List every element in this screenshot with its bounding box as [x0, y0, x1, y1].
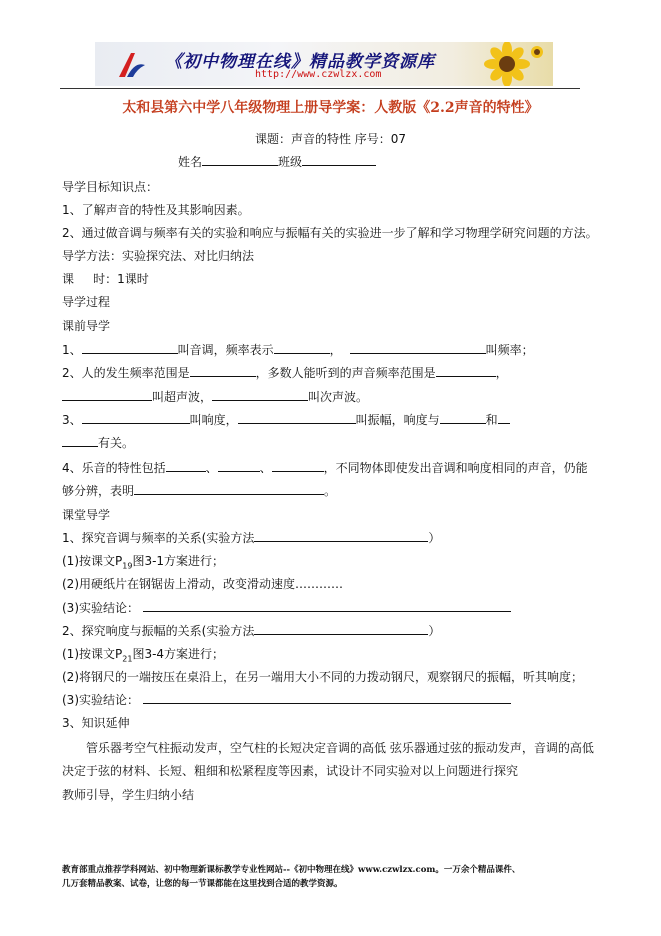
hours-line: [62, 271, 149, 287]
exp1-step1-rest: 图3-1方案进行；: [132, 554, 225, 568]
footer-line-1: 教育部重点推荐学科网站、初中物理新课标教学专业性网站--《初中物理在线》www.czwlzx.com。一万余个精品课件、: [62, 865, 521, 875]
extension-para-1: 管乐器考空气柱振动发声，空气柱的长短决定音调的高低 弦乐器通过弦的振动发声，音调的高低: [86, 741, 594, 755]
q4-part-c: 、: [259, 461, 272, 475]
q3-blank-4[interactable]: [498, 412, 510, 424]
question-3: [62, 412, 510, 428]
experiment-2-step-2: (2)将钢尺的一端按压在桌沿上，在另一端用大小不同的力拨动钢尺，观察钢尺的振幅，听其响度；: [62, 670, 584, 684]
exp1-page-number: 19: [122, 561, 133, 571]
q2-blank-1[interactable]: [190, 365, 256, 377]
exp1-title-text: 1、探究音调与频率的关系(实验方法: [62, 531, 255, 545]
extension-para-2: 决定于弦的材料、长短、粗细和松紧程度等因素，试设计不同实验对以上问题进行探究: [62, 764, 519, 778]
q2-part-c: ，: [495, 366, 508, 380]
q1-part-a: 1、: [62, 343, 82, 357]
exp1-title-close: ）: [428, 531, 441, 545]
q1-part-d: 叫频率；: [485, 343, 534, 357]
q2-part-d: 叫超声波，: [152, 390, 213, 404]
class-label: 班级: [278, 155, 303, 169]
q3-part-e: 有关。: [98, 436, 135, 450]
q4-part-e: 够分辨，表明: [62, 484, 135, 498]
exp2-title-close: ）: [428, 624, 441, 638]
q2-blank-4[interactable]: [212, 389, 308, 401]
banner-title: 《初中物理在线》精品教学资源库: [165, 52, 435, 72]
q3-part-c: 叫振幅，响度与: [355, 413, 440, 427]
header-banner: [95, 42, 553, 86]
experiment-2-step-3: [62, 692, 511, 708]
exp2-method-blank[interactable]: [254, 623, 428, 635]
class-blank[interactable]: [302, 154, 376, 166]
q2-part-a: 2、人的发生频率范围是: [62, 366, 190, 380]
hours-label: 课 时：: [62, 272, 118, 286]
experiment-2-step-1: [62, 646, 224, 667]
topic-line: 课题：声音的特性 序号：07: [254, 132, 407, 146]
q1-blank-2[interactable]: [274, 342, 330, 354]
extension-heading: 3、知识延伸: [62, 716, 130, 730]
method-line: 导学方法：实验探究法、对比归纳法: [62, 249, 255, 263]
header-divider: [60, 88, 580, 89]
q3-blank-1[interactable]: [82, 412, 190, 424]
in-class-heading: 课堂导学: [62, 508, 111, 522]
q3-part-b: 叫响度，: [189, 413, 238, 427]
question-4-cont: [62, 483, 336, 499]
experiment-1-title: [62, 530, 440, 546]
question-1: [62, 342, 534, 358]
experiment-1-step-3: [62, 600, 511, 616]
experiment-1-step-1: [62, 553, 224, 574]
exp2-conclusion-label: (3)实验结论：: [62, 693, 139, 707]
process-heading: 导学过程: [62, 295, 111, 309]
sunflower-icon: [477, 42, 547, 86]
q3-blank-5[interactable]: [62, 435, 98, 447]
goal-1: 1、了解声音的特性及其影响因素。: [62, 203, 250, 217]
exp1-method-blank[interactable]: [254, 530, 428, 542]
q4-part-b: 、: [205, 461, 218, 475]
exp1-conclusion-label: (3)实验结论：: [62, 601, 139, 615]
q4-blank-2[interactable]: [218, 460, 260, 472]
question-4: [62, 460, 588, 476]
q1-part-b: 叫音调，频率表示: [177, 343, 274, 357]
exp2-conclusion-blank[interactable]: [143, 692, 511, 704]
hours-value: 1课时: [117, 272, 149, 286]
q2-blank-2[interactable]: [436, 365, 496, 377]
name-class-line: [178, 154, 376, 170]
question-2-cont: [62, 389, 368, 405]
question-3-cont: [62, 435, 134, 451]
q4-part-d: ，不同物体即使发出音调和响度相同的声音，仍能: [323, 461, 588, 475]
goal-2: 2、通过做音调与频率有关的实验和响应与振幅有关的实验进一步了解和学习物理学研究问题的方法。: [62, 226, 598, 240]
extension-para-3: 教师引导，学生归纳小结: [62, 788, 195, 802]
exp2-step1-text: (1)按课文P: [62, 647, 123, 661]
q1-part-c: ，: [329, 343, 342, 357]
experiment-1-step-2: (2)用硬纸片在钢锯齿上滑动，改变滑动速度…………: [62, 577, 343, 591]
document-title: 太和县第六中学八年级物理上册导学案：人教版《2.2声音的特性》: [122, 100, 539, 116]
exp2-page-number: 21: [122, 654, 133, 664]
exp1-step1-text: (1)按课文P: [62, 554, 123, 568]
experiment-2-title: [62, 623, 440, 639]
exp2-title-text: 2、探究响度与振幅的关系(实验方法: [62, 624, 255, 638]
name-label: 姓名: [178, 155, 203, 169]
site-logo-icon: [117, 51, 147, 79]
footer-line-2: 几万套精品教案、试卷，让您的每一节课都能在这里找到合适的教学资源。: [62, 879, 343, 889]
q3-part-a: 3、: [62, 413, 82, 427]
q4-part-a: 4、乐音的特性包括: [62, 461, 166, 475]
question-2: [62, 365, 508, 381]
q2-part-b: ，多数人能听到的声音频率范围是: [255, 366, 436, 380]
q4-part-f: 。: [324, 484, 337, 498]
q4-blank-1[interactable]: [166, 460, 206, 472]
exp1-conclusion-blank[interactable]: [143, 600, 511, 612]
goals-heading: 导学目标知识点：: [62, 180, 159, 194]
q3-blank-3[interactable]: [440, 412, 486, 424]
q4-blank-4[interactable]: [134, 483, 324, 495]
q3-blank-2[interactable]: [238, 412, 356, 424]
name-blank[interactable]: [202, 154, 278, 166]
q2-blank-3[interactable]: [62, 389, 152, 401]
q3-part-d: 和: [485, 413, 498, 427]
q4-blank-3[interactable]: [272, 460, 324, 472]
q1-blank-3[interactable]: [350, 342, 486, 354]
banner-url: http://www.czwlzx.com: [255, 69, 382, 80]
q2-part-e: 叫次声波。: [308, 390, 369, 404]
pre-class-heading: 课前导学: [62, 319, 111, 333]
exp2-step1-rest: 图3-4方案进行；: [132, 647, 225, 661]
q1-blank-1[interactable]: [82, 342, 178, 354]
